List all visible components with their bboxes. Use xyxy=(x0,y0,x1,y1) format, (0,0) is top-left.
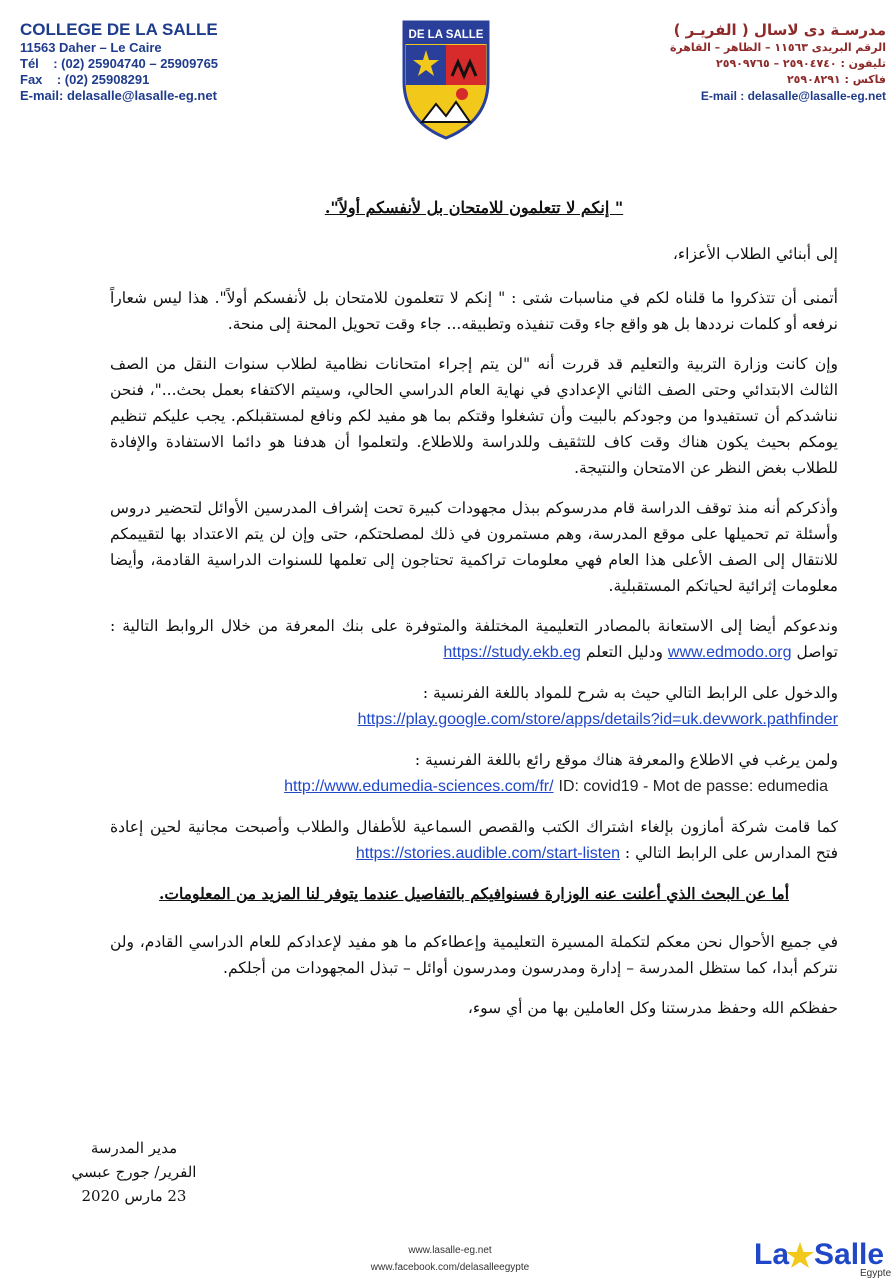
signature-role: مدير المدرسة xyxy=(90,1139,178,1157)
email-fr: E-mail: delasalle@lasalle-eg.net xyxy=(20,88,217,103)
paragraph-4 xyxy=(110,613,838,666)
tel-ar: تليفون : ٢٥٩٠٤٧٤٠ – ٢٥٩٠٩٧٦٥ xyxy=(716,57,886,70)
email-ar-header: E-mail : delasalle@lasalle-eg.net xyxy=(700,89,886,103)
paragraph-3: وأذكركم أنه منذ توقف الدراسة قام مدرسوكم ببذل مجهودات كبيرة تحت إشراف المدرسين الأوائل لتحضير دروس وأسئلة تم تحميلها على موقع المدرسة، وهم مستمرون في ذلك لمصلحتكم، حتى وإن لن يتم الاعتداد بها لتقييمكم للانتقال إلى الصف الأعلى هذا العام فهي معلومات تراكمية تحتاجون إلى تعلمها للسنوات الدراسية القادمة، وأيضا معلومات إثرائية لحياتكم المستقبلية. xyxy=(110,499,838,595)
letter-body xyxy=(110,195,838,1035)
paragraph-6-text: ولمن يرغب في الاطلاع والمعرفة هناك موقع رائع باللغة الفرنسية : xyxy=(414,751,838,769)
fax-fr: Fax : (02) 25908291 xyxy=(20,72,150,87)
letter-title: " إنكم لا تتعلمون للامتحان بل لأنفسكم أولاً". xyxy=(324,198,624,217)
brand-la: La xyxy=(754,1238,790,1271)
header-right xyxy=(596,20,886,104)
paragraph-1: أتمنى أن تتذكروا ما قلناه لكم في مناسبات شتى : " إنكم لا تتعلمون للامتحان بل لأنفسكم أولاً". هذا ليس شعاراً نرفعه أو كلمات نرددها بل هو واقع جاء وقت تنفيذه وتطبيقه... جاء وقت تحويل المحنة إلى منحة. xyxy=(110,289,838,333)
brand-star-icon xyxy=(786,1242,814,1268)
paragraph-2: وإن كانت وزارة التربية والتعليم قد قررت أنه "لن يتم إجراء امتحانات نظامية لطلاب سنوات النقل من الصف الثالث الابتدائي وحتى الصف الثاني الإعدادي في نهاية العام الدراسي الحالي، وسيتم الاكتفاء بعمل بحث..."، فنحن نناشدكم أن تستفيدوا من وجودكم بالبيت وأن تشغلوا وقتكم بما هو مفيد لكم ونافع لمستقبلكم. يجب عليكم تنظيم يومكم بحيث يكون هناك وقت كاف للتثقيف وللدراسة وللاطلاع. ولتعلموا أن هدفنا هو دائما الاستفادة والإفادة للطلاب بغض النظر عن الامتحان والنتيجة. xyxy=(110,355,838,477)
audible-link[interactable]: https://stories.audible.com/start-listen xyxy=(355,845,620,862)
address-ar: الرقم البريدى ١١٥٦٣ – الظاهر – القاهرة xyxy=(669,41,886,54)
paragraph-5 xyxy=(110,680,838,733)
tel-fr: Tél : (02) 25904740 – 25909765 xyxy=(20,56,219,71)
paragraph-5-text: والدخول على الرابط التالي حيث به شرح للمواد باللغة الفرنسية : xyxy=(422,684,838,702)
brand-salle: Salle xyxy=(814,1238,885,1271)
school-name-fr: COLLEGE DE LA SALLE xyxy=(20,20,218,39)
closing: حفظكم الله وحفظ مدرستنا وكل العاملين بها من أي سوء، xyxy=(467,999,838,1017)
paragraph-4-text: وندعوكم أيضا إلى الاستعانة بالمصادر التعليمية المختلفة والمتوفرة على بنك المعرفة من خلال الروابط التالية : تواصل xyxy=(110,617,838,661)
brand-sub: Egypte xyxy=(860,1268,892,1278)
header-left xyxy=(20,20,320,104)
paragraph-8: أما عن البحث الذي أعلنت عنه الوزارة فسنوافيكم بالتفاصيل عندما يتوفر لنا المزيد من المعلومات. xyxy=(158,884,790,903)
edumedia-link[interactable]: http://www.edumedia-sciences.com/fr/ xyxy=(284,778,554,795)
signature-name: الفرير/ جورج عبسي xyxy=(71,1163,197,1181)
study-ekb-link[interactable]: https://study.ekb.eg xyxy=(443,644,581,661)
paragraph-9: في جميع الأحوال نحن معكم لتكملة المسيرة التعليمية وإعطاءكم ما هو مفيد لإعدادكم للعام الدراسي القادم، ولن نتركم أبدا، كما ستظل المدرسة – إدارة ومدرسون ومدرسون أوائل – تبذل المجهودات من أجلكم. xyxy=(110,933,838,977)
google-play-link[interactable]: https://play.google.com/store/apps/details?id=uk.devwork.pathfinder xyxy=(357,711,838,728)
footer-links xyxy=(330,1242,570,1276)
salutation: إلى أبنائي الطلاب الأعزاء، xyxy=(672,245,838,263)
school-name-ar: مدرسـة دى لاسال ( الفريـر ) xyxy=(673,21,886,39)
footer-facebook[interactable]: www.facebook.com/delasalleegypte xyxy=(370,1262,530,1273)
school-crest-icon xyxy=(400,18,492,140)
crest-label: DE LA SALLE xyxy=(408,29,484,41)
signature-date: 23 مارس 2020 xyxy=(81,1187,187,1205)
paragraph-7-text: كما قامت شركة أمازون بإلغاء اشتراك الكتب والقصص السماعية للأطفال والطلاب وأصبحت مجانية لحين إعادة فتح المدارس على الرابط التالي : xyxy=(110,818,838,862)
paragraph-4-mid: ودليل التعلم xyxy=(585,643,663,661)
edumedia-credentials: ID: covid19 - Mot de passe: edumedia xyxy=(558,778,828,795)
address-fr: 11563 Daher – Le Caire xyxy=(20,40,162,55)
edmodo-link[interactable]: www.edmodo.org xyxy=(667,644,792,661)
footer-website[interactable]: www.lasalle-eg.net xyxy=(408,1245,492,1256)
paragraph-7 xyxy=(110,814,838,867)
lasalle-logo xyxy=(752,1232,892,1278)
paragraph-6 xyxy=(110,747,838,800)
fax-ar: فاكس : ٢٥٩٠٨٢٩١ xyxy=(786,73,886,86)
signature-block xyxy=(39,1136,229,1208)
